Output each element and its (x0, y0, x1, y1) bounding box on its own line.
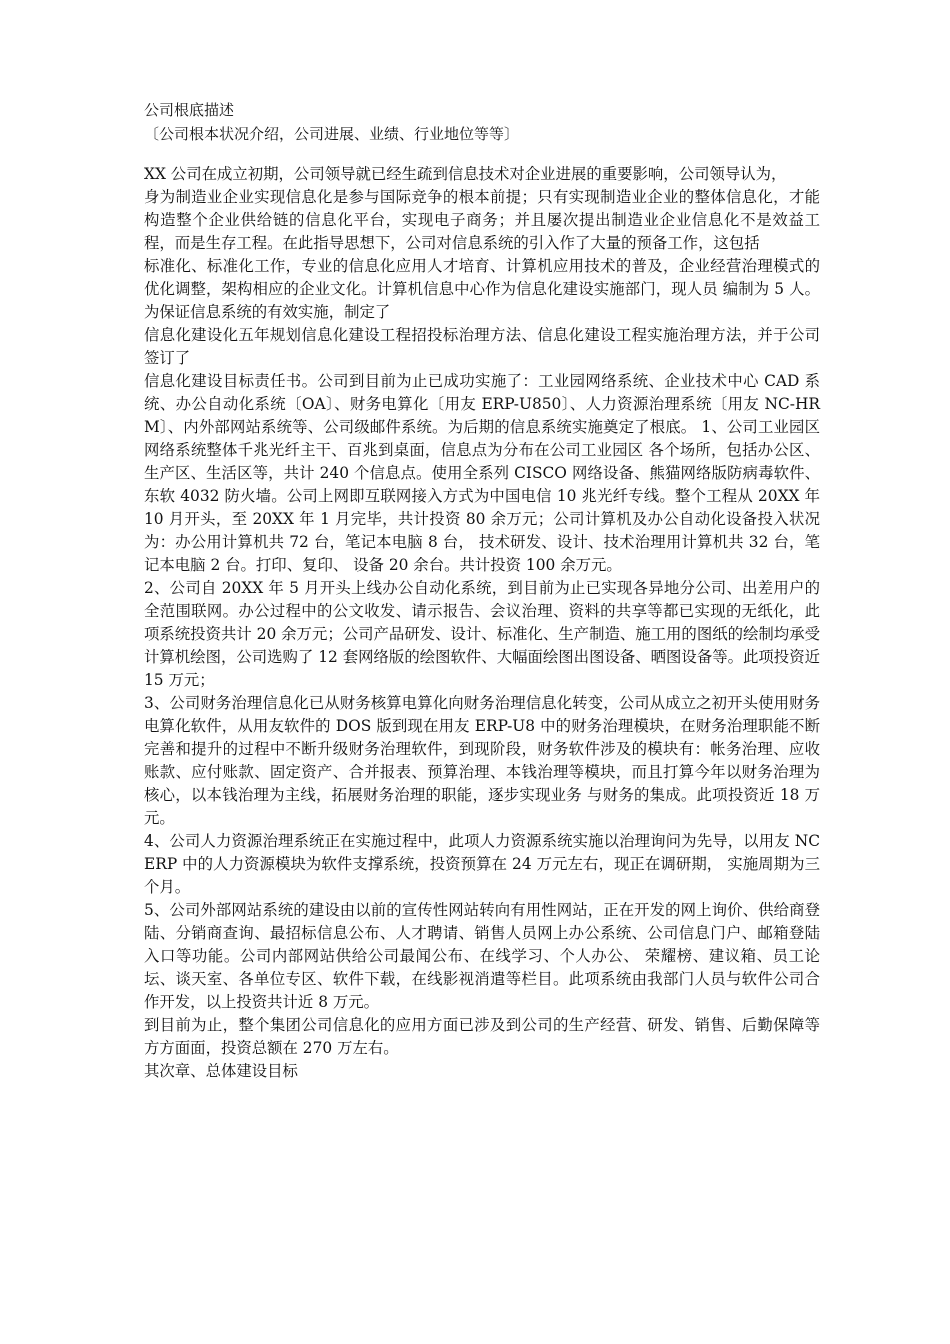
paragraph-plan: 信息化建设化五年规划信息化建设工程招投标治理方法、信息化建设工程实施治理方法，并于公司签订了 (144, 326, 820, 367)
document-subtitle: 〔公司根本状况介绍，公司进展、业绩、行业地位等等〕 (144, 125, 520, 143)
paragraph-intro: XX 公司在成立初期，公司领导就已经生疏到信息技术对企业进展的重要影响，公司领导认为， (144, 165, 787, 183)
paragraph-network-system: 信息化建设目标责任书。公司到目前为止已成功实施了：工业园网络系统、企业技术中心 CAD 系统、办公自动化系统〔OA〕、财务电算化〔用友 ERP-U850〕、人力资源治理系统〔用友 NC-HRM〕、内外部网站系统等、公司级邮件系统。为后期的信息系统实施奠定了根底。 1、公司工业园区网络系统整体千兆光纤主干、百兆到桌面，信息点为分布在公司工业园区 各个场所，包括办公区、生产区、生活区等，共计 240 个信息点。使用全系列 CISCO 网络设备、熊猫网络版防病毒软件、东软 4032 防火墙。公司上网即互联网接入方式为中国电信 10 兆光纤专线。整个工程从 20XX 年 10 月开头，至 20XX 年 1 月完毕，共计投资 80 余万元；公司计算机及办公自动化设备投入状况为：办公用计算机共 72 台，笔记本电脑 8 台， 技术研发、设计、技术治理用计算机共 32 台，笔记本电脑 2 台。打印、复印、 设备 20 余台。共计投资 100 余万元。 (144, 372, 820, 574)
paragraph-office-automation: 2、公司自 20XX 年 5 月开头上线办公自动化系统，到目前为止已实现各异地分公司、出差用户的全范围联网。办公过程中的公文收发、请示报告、会议治理、资料的共享等都已实现的无纸化，此项系统投资共计 20 余万元；公司产品研发、设计、标准化、生产制造、施工用的图纸的绘制均承受计算机绘图，公司选购了 12 套网络版的绘图软件、大幅面绘图出图设备、晒图设备等。此项投资近 15 万元； (144, 579, 820, 689)
paragraph-website: 5、公司外部网站系统的建设由以前的宣传性网站转向有用性网站，正在开发的网上询价、供给商登陆、分销商查询、最招标信息公布、人才聘请、销售人员网上办公系统、公司信息门户、邮箱登陆入口等功能。公司内部网站供给公司最闻公布、在线学习、个人办公、 荣耀榜、建议箱、员工论坛、谈天室、各单位专区、软件下载，在线影视消遣等栏目。此项系统由我部门人员与软件公司合作开发，以上投资共计近 8 万元。 (144, 901, 820, 1011)
document-title: 公司根底描述 (144, 101, 235, 119)
document-page (144, 98, 820, 1083)
paragraph-standardization: 标准化、标准化工作，专业的信息化应用人才培育、计算机应用技术的普及，企业经营治理模式的优化调整，架构相应的企业文化。计算机信息中心作为信息化建设实施部门，现人员 编制为 5 人。为保证信息系统的有效实施，制定了 (144, 257, 820, 321)
paragraph-premise: 身为制造业企业实现信息化是参与国际竞争的根本前提；只有实现制造业企业的整体信息化，才能构造整个企业供给链的信息化平台，实现电子商务；并且屡次提出制造业企业信息化不是效益工程，而是生存工程。在此指导思想下，公司对信息系统的引入作了大量的预备工作，这包括 (144, 188, 820, 252)
paragraph-hr: 4、公司人力资源治理系统正在实施过程中，此项人力资源系统实施以治理询问为先导，以用友 NC ERP 中的人力资源模块为软件支撑系统，投资预算在 24 万元左右，现正在调研期， 实施周期为三个月。 (144, 832, 820, 896)
spacer (144, 146, 820, 163)
paragraph-finance: 3、公司财务治理信息化已从财务核算电算化向财务治理信息化转变，公司从成立之初开头使用财务电算化软件，从用友软件的 DOS 版到现在用友 ERP-U8 中的财务治理模块，在财务治理职能不断完善和提升的过程中不断升级财务治理软件，到现阶段，财务软件涉及的模块有：帐务治理、应收账款、应付账款、固定资产、合并报表、预算治理、本钱治理等模块，而且打算今年以财务治理为核心，以本钱治理为主线，拓展财务治理的职能，逐步实现业务 与财务的集成。此项投资近 18 万元。 (144, 694, 820, 827)
paragraph-summary: 到目前为止，整个集团公司信息化的应用方面已涉及到公司的生产经营、研发、销售、后勤保障等方方面面，投资总额在 270 万左右。 (144, 1016, 820, 1057)
chapter-heading: 其次章、总体建设目标 (144, 1062, 298, 1080)
